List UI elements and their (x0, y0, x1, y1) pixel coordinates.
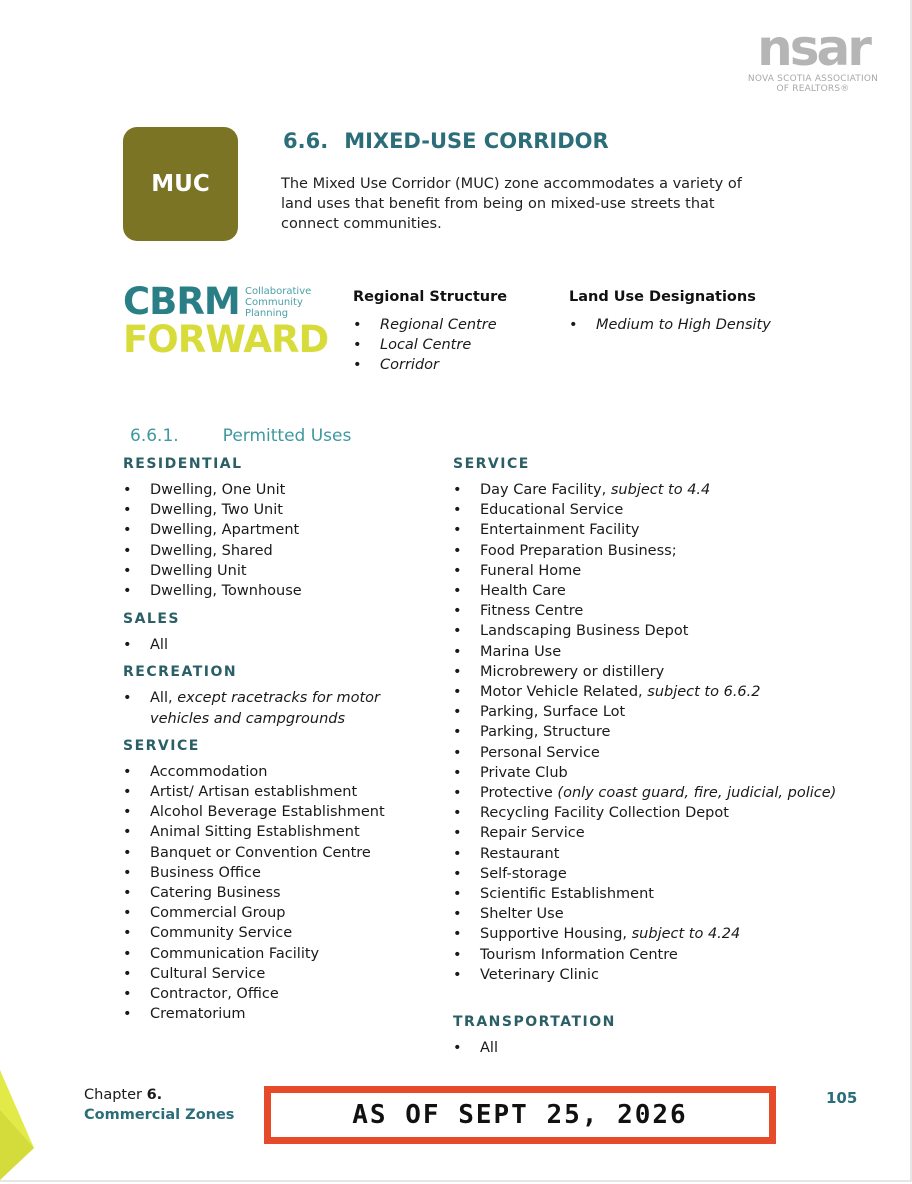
list-item (453, 844, 893, 864)
recreation-prefix: All, (150, 690, 178, 707)
cbrm-tag-line2: Community (245, 297, 303, 308)
list-item: • Dwelling, Shared (123, 541, 433, 561)
nsar-logo-line1: NOVA SCOTIA ASSOCIATION (747, 74, 879, 84)
service-left-heading: SERVICE (123, 737, 200, 754)
cbrm-tag-line3: Planning (245, 308, 289, 319)
nsar-logo (738, 19, 888, 94)
service-item-text: Fitness Centre (480, 603, 584, 620)
list-item: • Alcohol Beverage Establishment (123, 802, 433, 822)
list-item (453, 621, 893, 641)
list-item (453, 763, 893, 783)
list-item: • Communication Facility (123, 944, 433, 964)
service-item-text: Scientific Establishment (480, 886, 654, 903)
service-item-text: Veterinary Clinic (480, 966, 599, 983)
chapter-label: Chapter (84, 1087, 147, 1103)
date-stamp (264, 1086, 776, 1144)
corner-decoration (0, 1070, 40, 1184)
section-title (283, 129, 609, 153)
list-item (453, 884, 893, 904)
subsection-heading: Permitted Uses (222, 426, 352, 446)
list-item: • Animal Sitting Establishment (123, 822, 433, 842)
service-item-text: Food Preparation Business; (480, 542, 677, 559)
list-item: • Dwelling, One Unit (123, 480, 433, 500)
list-item (453, 642, 893, 662)
list-item (453, 480, 893, 500)
list-item (453, 561, 893, 581)
residential-heading: RESIDENTIAL (123, 456, 243, 472)
list-item: • Accommodation (123, 762, 433, 782)
recreation-heading: RECREATION (123, 664, 238, 681)
list-item: • Catering Business (123, 883, 433, 903)
service-item-text: Tourism Information Centre (480, 946, 678, 963)
service-item-text: Recycling Facility Collection Depot (480, 805, 729, 822)
service-item-text: Private Club (480, 764, 568, 781)
transportation-heading: TRANSPORTATION (453, 1014, 616, 1031)
list-item: • Community Service (123, 923, 433, 943)
service-item-note: subject to 6.6.2 (642, 684, 761, 701)
list-item: • Crematorium (123, 1004, 433, 1024)
service-item-note: (only coast guard, fire, judicial, police) (552, 785, 837, 802)
service-item-text: Shelter Use (480, 906, 564, 923)
subsection-number: 6.6.1. (130, 426, 179, 446)
list-item (453, 520, 893, 540)
cbrm-logo-bottom: FORWARD (123, 318, 329, 361)
service-item-text: Marina Use (480, 643, 562, 660)
land-use-list (569, 315, 771, 335)
service-item-text: Day Care Facility, (480, 482, 607, 498)
regional-structure-list (353, 315, 507, 376)
list-item: • Medium to High Density (569, 315, 771, 335)
list-item (453, 823, 893, 843)
list-item (453, 581, 893, 601)
list-item (453, 702, 893, 722)
section-heading: MIXED-USE CORRIDOR (344, 129, 609, 153)
service-item-text: Educational Service (480, 502, 624, 519)
list-item (453, 904, 893, 924)
permitted-uses-left-column (123, 456, 433, 1024)
permitted-uses-right-column (453, 456, 893, 1058)
recreation-note: except racetracks for motor vehicles and campgrounds (150, 690, 380, 727)
list-item (453, 682, 893, 702)
list-item (453, 662, 893, 682)
zone-badge: MUC (123, 127, 238, 241)
recreation-list (123, 688, 433, 728)
section-number: 6.6. (283, 129, 329, 153)
service-item-text: Landscaping Business Depot (480, 623, 689, 640)
page-number: 105 (826, 1089, 858, 1107)
list-item: • Corridor (353, 355, 507, 375)
service-item-text: Personal Service (480, 744, 600, 761)
list-item: • Dwelling, Townhouse (123, 581, 433, 601)
service-right-list (453, 480, 893, 985)
list-item (453, 743, 893, 763)
service-item-text: Protective (480, 785, 553, 802)
list-item (453, 541, 893, 561)
service-item-note: subject to 4.24 (627, 926, 741, 943)
list-item: • Artist/ Artisan establishment (123, 782, 433, 802)
service-item-text: Repair Service (480, 825, 585, 842)
transportation-list (453, 1038, 893, 1058)
sales-list (123, 635, 433, 655)
land-use-heading: Land Use Designations (569, 289, 756, 305)
list-item: • Dwelling, Two Unit (123, 500, 433, 520)
chapter-number: 6. (146, 1087, 163, 1103)
service-item-text: Parking, Structure (480, 724, 611, 741)
list-item: • Regional Centre (353, 315, 507, 335)
nsar-logo-line2: OF REALTORS® (776, 84, 850, 94)
list-item (453, 601, 893, 621)
cbrm-tag-line1: Collaborative (245, 286, 312, 297)
list-item (453, 924, 893, 944)
regional-structure (353, 289, 507, 376)
list-item: • Local Centre (353, 335, 507, 355)
list-item (453, 864, 893, 884)
list-item: • Dwelling Unit (123, 561, 433, 581)
list-item: • All (123, 635, 433, 655)
list-item: • Contractor, Office (123, 984, 433, 1004)
list-item: • Banquet or Convention Centre (123, 843, 433, 863)
service-item-text: Supportive Housing, (480, 926, 628, 943)
date-stamp-text: AS OF SEPT 25, 2026 (352, 1100, 688, 1130)
service-right-heading: SERVICE (453, 456, 530, 472)
cbrm-logo-top: CBRM (123, 280, 240, 323)
land-use-designations (569, 289, 771, 335)
service-item-text: Entertainment Facility (480, 522, 640, 539)
service-item-text: Motor Vehicle Related, (480, 684, 643, 701)
list-item (453, 722, 893, 742)
chapter-zone: Commercial Zones (84, 1107, 235, 1123)
list-item (453, 945, 893, 965)
service-item-text: Parking, Surface Lot (480, 704, 626, 721)
service-item-text: Health Care (480, 583, 566, 600)
residential-list (123, 480, 433, 601)
nsar-logo-mark: nsar (757, 19, 869, 77)
list-item (123, 688, 433, 728)
regional-structure-heading: Regional Structure (353, 289, 508, 305)
service-left-list (123, 762, 433, 1025)
intro-paragraph: The Mixed Use Corridor (MUC) zone accommodates a variety of land uses that benefit from being on mixed-use streets that connect communities. (281, 176, 742, 232)
list-item: • Dwelling, Apartment (123, 520, 433, 540)
list-item (453, 803, 893, 823)
list-item: • All (453, 1038, 893, 1058)
service-item-text: Self-storage (480, 865, 567, 882)
list-item: • Commercial Group (123, 903, 433, 923)
subsection-title (130, 426, 351, 446)
service-item-note: subject to 4.4 (606, 482, 711, 498)
service-item-text: Restaurant (480, 845, 560, 862)
service-item-text: Microbrewery or distillery (480, 663, 665, 680)
list-item: • Cultural Service (123, 964, 433, 984)
list-item: • Business Office (123, 863, 433, 883)
list-item (453, 783, 893, 803)
cbrm-logo-tagline (245, 286, 311, 319)
list-item (453, 965, 893, 985)
chapter-line (84, 1085, 234, 1105)
sales-heading: SALES (123, 611, 180, 628)
list-item (453, 500, 893, 520)
cbrm-forward-logo (123, 280, 329, 363)
footer-chapter (84, 1085, 234, 1125)
service-item-text: Funeral Home (480, 562, 582, 579)
